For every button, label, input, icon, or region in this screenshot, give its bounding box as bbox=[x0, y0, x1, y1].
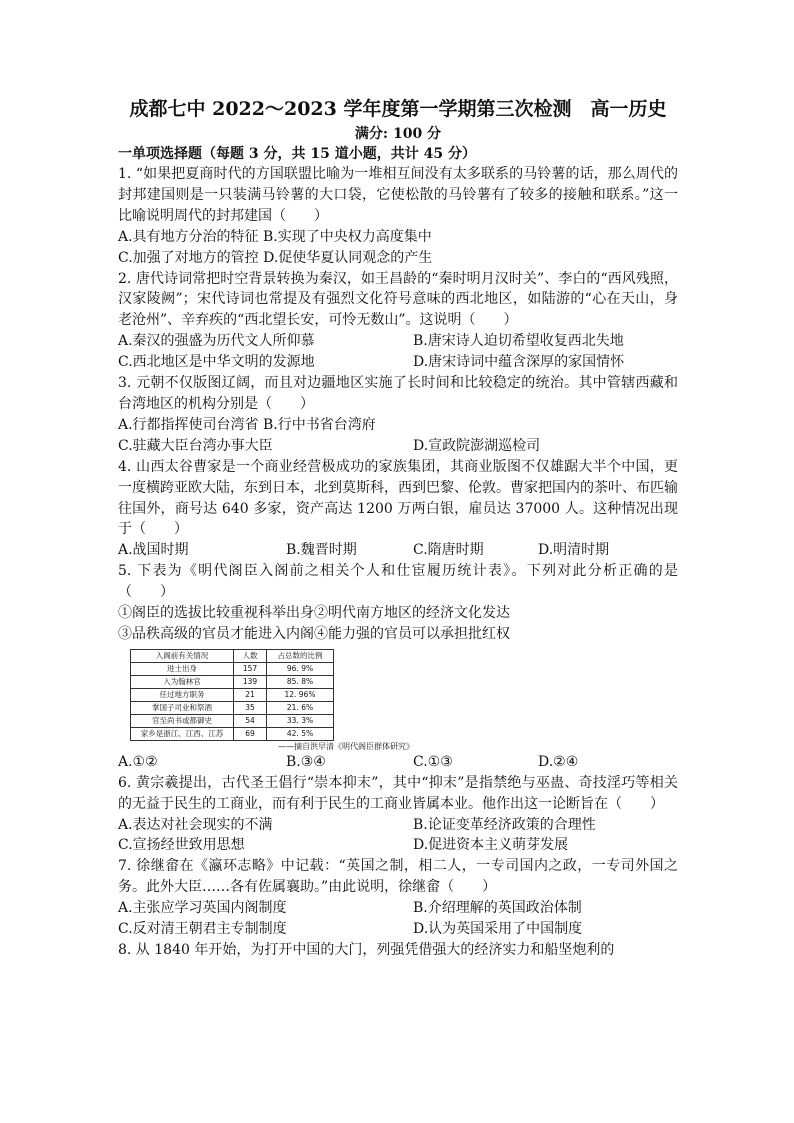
exam-page bbox=[118, 96, 678, 961]
question-5-option-d: D.②④ bbox=[538, 753, 579, 770]
question-2-option-c: C.西北地区是中华文明的发源地 bbox=[118, 354, 315, 371]
question-6-option-d: D.促进资本主义萌芽发展 bbox=[413, 837, 569, 854]
table-cell: 21 bbox=[234, 688, 267, 701]
table-cell: 96. 9% bbox=[267, 662, 334, 675]
question-5-option-c: C.①③ bbox=[413, 753, 453, 770]
question-6-text: 6. 黄宗羲提出，古代圣王倡行“崇本抑末”，其中“抑末”是指禁绝与巫蛊、奇技淫巧等相关的无益于民生的工商业，而有利于民生的工商业皆属本业。他作出这一论断旨在（ ） bbox=[118, 774, 678, 812]
page-title: 成都七中 2022～2023 学年度第一学期第三次检测 高一历史 bbox=[129, 98, 667, 120]
table-cell: 入为翰林官 bbox=[131, 675, 234, 688]
table-cell: 139 bbox=[234, 675, 267, 688]
question-5-text: 5. 下表为《明代阁臣入阁前之相关个人和仕宦履历统计表》。下列对此分析正确的是（ ） bbox=[118, 563, 678, 601]
question-6-option-a: A.表达对社会现实的不满 bbox=[118, 816, 273, 833]
question-2-text: 2. 唐代诗词常把时空背景转换为秦汉，如王昌龄的“秦时明月汉时关”、李白的“西风残照，汉家陵阙”；宋代诗词也常提及有强烈文化符号意味的西北地区，如陆游的“心在天山，身老沧州”、辛弃疾的“西北望长安，可怜无数山”。这说明（ ） bbox=[118, 270, 678, 329]
total-score: 满分: 100 分 bbox=[354, 126, 442, 142]
table-cell: 任过地方职务 bbox=[131, 688, 234, 701]
table-cell: 157 bbox=[234, 662, 267, 675]
question-7-text: 7. 徐继畲在《瀛环志略》中记载：“英国之制，相二人，一专司国内之政，一专司外国之务。此外大臣……各有佐属襄助。”由此说明，徐继畲（ ） bbox=[118, 858, 678, 896]
table-cell: 33. 3% bbox=[267, 714, 334, 727]
question-5-option-b: B.③④ bbox=[286, 753, 326, 770]
question-5-options bbox=[118, 752, 678, 773]
question-3-option-d: D.宣政院澎湖巡检司 bbox=[413, 437, 541, 454]
question-5-statements-3-4: ③品秩高级的官员才能进入内阁④能力强的官员可以承担批红权 bbox=[118, 625, 510, 642]
question-6-options bbox=[118, 815, 678, 857]
question-8-text: 8. 从 1840 年开始，为打开中国的大门，列强凭借强大的经济实力和船坚炮利的 bbox=[118, 942, 615, 958]
question-5-option-a: A.①② bbox=[118, 753, 158, 770]
table-row bbox=[131, 714, 334, 727]
table-header: 占总数的比例 bbox=[267, 649, 334, 662]
question-7-options bbox=[118, 898, 678, 940]
table-source: ——摘自洪早清《明代阁臣群体研究》 bbox=[278, 741, 414, 751]
question-6-option-c: C.宣扬经世致用思想 bbox=[118, 837, 245, 854]
question-7-option-a: A.主张应学习英国内阁制度 bbox=[118, 900, 287, 917]
question-3-text: 3. 元朝不仅版图辽阔，而且对边疆地区实施了长时间和比较稳定的统治。其中管辖西藏和台湾地区的机构分别是（ ） bbox=[118, 375, 678, 412]
question-5-statements-1-2: ①阁臣的选拔比较重视科举出身②明代南方地区的经济文化发达 bbox=[118, 605, 510, 622]
table-cell: 12. 96% bbox=[267, 688, 334, 701]
question-1-text: 1. “如果把夏商时代的方国联盟比喻为一堆相互间没有太多联系的马铃薯的话，那么周代的封邦建国则是一只装满马铃薯的大口袋，它使松散的马铃薯有了较多的接触和联系。”这一比喻说明周代的封邦建国（ ） bbox=[118, 166, 678, 224]
table-header: 人数 bbox=[234, 649, 267, 662]
question-4-option-b: B.魏晋时期 bbox=[286, 542, 357, 559]
question-4-option-a: A.战国时期 bbox=[118, 542, 189, 559]
question-4-option-d: D.明清时期 bbox=[538, 542, 610, 559]
table-header: 入阁前有关情况 bbox=[131, 649, 234, 662]
question-1-options-ab: A.具有地方分治的特征 B.实现了中央权力高度集中 bbox=[118, 228, 432, 245]
question-7-option-c: C.反对清王朝君主专制制度 bbox=[118, 921, 287, 938]
table-row bbox=[131, 675, 334, 688]
question-2-option-a: A.秦汉的强盛为历代文人所仰慕 bbox=[118, 333, 315, 350]
question-7-option-b: B.介绍理解的英国政治体制 bbox=[413, 900, 582, 917]
table-cell: 官至尚书或都御史 bbox=[131, 714, 234, 727]
question-4-options bbox=[118, 540, 678, 561]
question-3-options-ab: A.行都指挥使司台湾省 B.行中书省台湾府 bbox=[118, 416, 376, 433]
table-row bbox=[131, 688, 334, 701]
question-2-option-d: D.唐宋诗词中蕴含深厚的家国情怀 bbox=[413, 354, 625, 371]
table-row bbox=[131, 662, 334, 675]
table-cell: 21. 6% bbox=[267, 701, 334, 714]
table-cell: 35 bbox=[234, 701, 267, 714]
question-2-option-b: B.唐宋诗人迫切希望收复西北失地 bbox=[413, 333, 624, 350]
table-cell: 69 bbox=[234, 727, 267, 740]
question-2-options bbox=[118, 331, 678, 373]
table-cell: 家乡是浙江、江西、江苏 bbox=[131, 727, 234, 740]
section-heading: 一单项选择题（每题 3 分，共 15 道小题，共计 45 分） bbox=[118, 146, 476, 162]
table-cell: 进士出身 bbox=[131, 662, 234, 675]
table-row bbox=[131, 701, 334, 714]
table-row bbox=[131, 727, 334, 740]
question-1-options-cd: C.加强了对地方的管控 D.促使华夏认同观念的产生 bbox=[118, 249, 433, 266]
question-4-text: 4. 山西太谷曹家是一个商业经营极成功的家族集团，其商业版图不仅雄踞大半个中国，更一度横跨亚欧大陆，东到日本，北到莫斯科，西到巴黎、伦敦。曹家把国内的茶叶、布匹输往国外，商号达 640 多家，资产高达 1200 万两白银，雇员达 37000 人。这种情况出现于（ ） bbox=[118, 458, 678, 538]
question-4-option-c: C.隋唐时期 bbox=[413, 542, 484, 559]
table-cell: 42. 5% bbox=[267, 727, 334, 740]
question-3-option-c: C.驻藏大臣台湾办事大臣 bbox=[118, 437, 273, 454]
table-cell: 掌国子司业和祭酒 bbox=[131, 701, 234, 714]
table-header-row bbox=[131, 649, 334, 662]
table-cell: 54 bbox=[234, 714, 267, 727]
question-3-options bbox=[118, 436, 678, 457]
table-cell: 85. 8% bbox=[267, 675, 334, 688]
grand-secretary-stats-table bbox=[130, 649, 334, 741]
question-7-option-d: D.认为英国采用了中国制度 bbox=[413, 921, 583, 938]
question-6-option-b: B.论证变革经济政策的合理性 bbox=[413, 816, 596, 833]
